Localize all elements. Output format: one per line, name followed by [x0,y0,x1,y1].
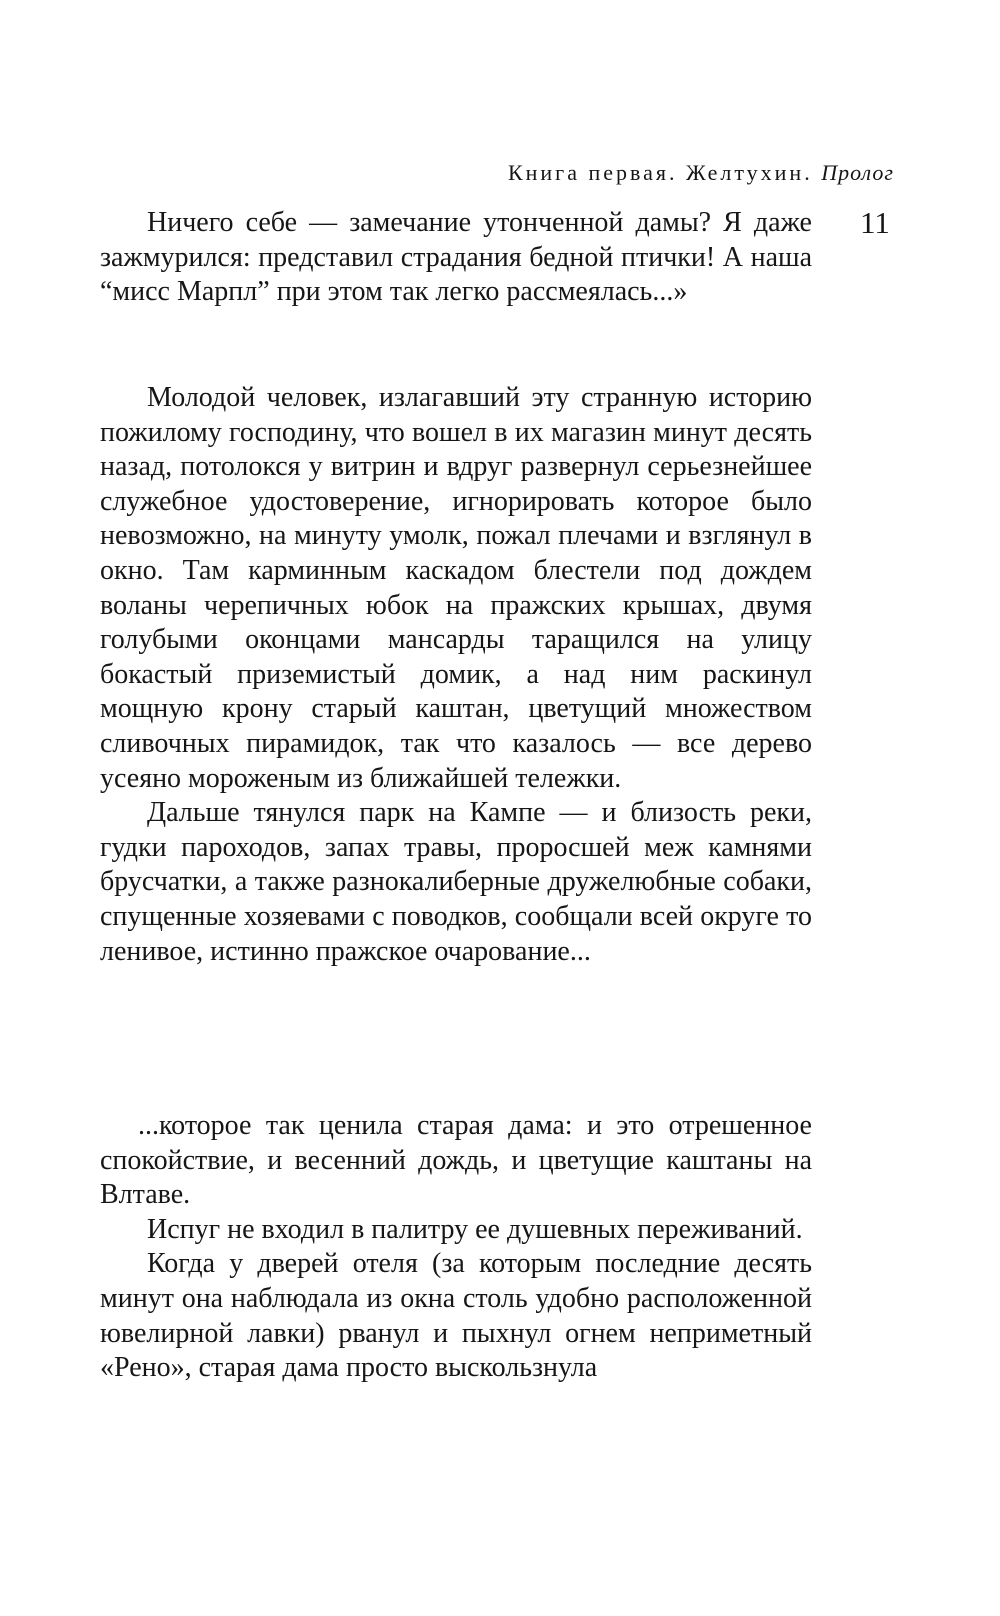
text-block-old-lady [100,1109,812,1386]
paragraph: Испуг не входил в палитру ее душевных переживаний. [147,1213,803,1245]
paragraph: Дальше тянулся парк на Кампе — и близость реки, гудки пароходов, запах травы, проросшей меж камнями брусчатки, а также разнокалиберные дружелюбные собаки, спущенные хозяевами с поводков, сообщали всей округе то ленивое, истинно пражское очарование... [100,797,812,967]
paragraph: Ничего себе — замечание утонченной дамы? Я даже зажмурился: представил страдания бедной птички! А наша “мисс Марпл” при этом так легко рассмеялась...» [100,207,812,308]
text-block-narration [100,381,812,969]
running-head-section: Пролог [821,160,894,185]
page-number: 11 [860,205,890,240]
paragraph: ...которое так ценила старая дама: и это отрешенное спокойствие, и весенний дождь, и цветущие каштаны на Влтаве. [100,1110,812,1211]
running-head-title: Книга первая. Желтухин. [507,160,813,185]
paragraph: Молодой человек, излагавший эту странную историю пожилому господину, что вошел в их магазин минут десять назад, потолокся у витрин и вдруг развернул серьезнейшее служебное удостоверение, игнорировать которое было невозможно, на минуту умолк, пожал плечами и взглянул в окно. Там карминным каскадом блестели под дождем воланы черепичных юбок на пражских крышах, двумя голубыми оконцами мансарды таращился на улицу бокастый приземистый домик, а над ним раскинул мощную крону старый каштан, цветущий множеством сливочных пирамидок, так что казалось — все дерево усеяно мороженым из ближайшей тележки. [100,382,812,794]
paragraph: Когда у дверей отеля (за которым последние десять минут она наблюдала из окна столь удобно расположенной ювелирной лавки) рванул и пыхнул огнем неприметный «Рено», старая дама просто выскользнула [100,1248,812,1384]
running-head [508,160,894,186]
text-block-continuation [100,206,812,310]
